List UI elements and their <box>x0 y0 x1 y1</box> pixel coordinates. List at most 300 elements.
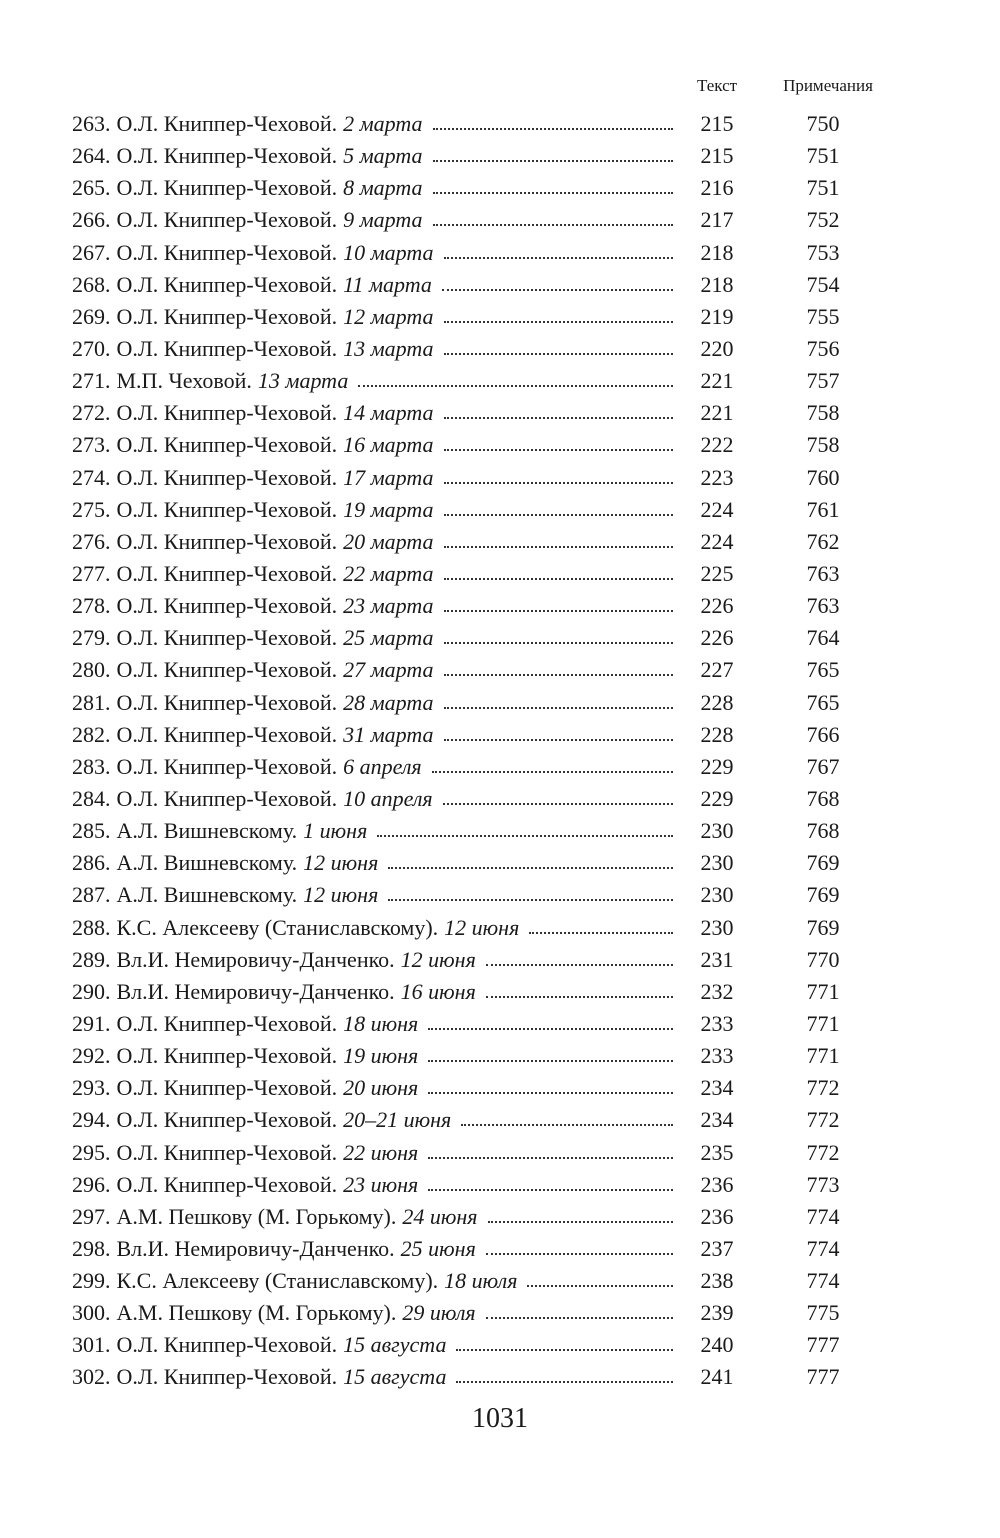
letter-date: 12 июня <box>400 946 476 972</box>
notes-page-number: 765 <box>806 657 840 683</box>
letter-date: 12 июня <box>303 882 379 908</box>
notes-page-number: 750 <box>806 111 840 136</box>
toc-entry <box>0 429 1000 461</box>
toc-entry-label <box>72 108 673 140</box>
letter-recipient: О.Л. Книппер-Чеховой. <box>116 1139 338 1165</box>
letter-recipient: А.Л. Вишневскому. <box>116 850 298 876</box>
toc-entry-label <box>72 687 673 719</box>
letter-recipient: А.Л. Вишневскому. <box>116 818 298 844</box>
text-page-number: 237 <box>700 1235 734 1261</box>
toc-entry-label <box>72 269 673 301</box>
letter-date: 12 марта <box>343 303 434 329</box>
letter-recipient: Вл.И. Немировичу-Данченко. <box>116 1235 395 1261</box>
letter-recipient: О.Л. Книппер-Чеховой. <box>116 400 338 426</box>
notes-page-number: 770 <box>806 946 840 972</box>
notes-page-number: 760 <box>806 464 840 490</box>
text-page-number: 219 <box>700 303 734 329</box>
letter-number: 275. <box>72 496 111 522</box>
toc-entry <box>0 622 1000 654</box>
toc-entry-label <box>72 815 673 847</box>
dot-leader <box>432 751 673 773</box>
dot-leader <box>444 654 673 676</box>
letter-recipient: О.Л. Книппер-Чеховой. <box>116 464 338 490</box>
text-page-number: 239 <box>700 1300 734 1326</box>
text-page-number: 229 <box>700 785 734 811</box>
toc-entry-label <box>72 1104 673 1136</box>
letter-date: 24 июня <box>402 1203 478 1229</box>
letter-number: 282. <box>72 721 111 747</box>
letter-recipient: О.Л. Книппер-Чеховой. <box>116 689 338 715</box>
toc-entry <box>0 269 1000 301</box>
toc-entry <box>0 365 1000 397</box>
dot-leader <box>461 1104 673 1126</box>
dot-leader <box>444 462 673 484</box>
letter-number: 301. <box>72 1332 111 1358</box>
notes-page-number: 771 <box>806 978 840 1004</box>
letter-recipient: К.С. Алексееву (Станиславскому). <box>116 1268 439 1294</box>
toc-entry <box>0 847 1000 879</box>
letter-date: 15 августа <box>343 1364 447 1390</box>
text-page-number: 224 <box>700 496 734 522</box>
letter-date: 13 марта <box>343 335 434 361</box>
letter-date: 18 июля <box>444 1268 518 1294</box>
letter-date: 14 марта <box>343 400 434 426</box>
letter-number: 264. <box>72 143 111 169</box>
letter-date: 2 марта <box>343 111 423 136</box>
text-page-number: 235 <box>700 1139 734 1165</box>
letter-date: 10 марта <box>343 239 434 265</box>
letter-number: 291. <box>72 1010 111 1036</box>
letter-date: 22 июня <box>343 1139 419 1165</box>
notes-page-number: 761 <box>806 496 840 522</box>
text-page-number: 238 <box>700 1268 734 1294</box>
dot-leader <box>444 622 673 644</box>
toc-entry <box>0 1361 1000 1393</box>
text-page-number: 223 <box>700 464 734 490</box>
text-page-number: 225 <box>700 560 734 586</box>
letter-recipient: О.Л. Книппер-Чеховой. <box>116 1364 338 1390</box>
notes-page-number: 753 <box>806 239 840 265</box>
text-page-number: 226 <box>700 593 734 619</box>
letter-recipient: О.Л. Книппер-Чеховой. <box>116 528 338 554</box>
toc-entry-label <box>72 1329 673 1361</box>
letter-number: 285. <box>72 818 111 844</box>
letter-number: 288. <box>72 914 111 940</box>
notes-page-number: 758 <box>806 432 840 458</box>
letter-number: 286. <box>72 850 111 876</box>
notes-page-number: 754 <box>806 271 840 297</box>
text-page-number: 215 <box>700 111 734 136</box>
letter-number: 271. <box>72 368 111 394</box>
toc-entry-label <box>72 879 673 911</box>
dot-leader <box>433 172 673 194</box>
dot-leader <box>456 1361 673 1383</box>
toc-entry-label <box>72 1008 673 1040</box>
letter-date: 11 марта <box>343 271 432 297</box>
letter-number: 296. <box>72 1171 111 1197</box>
letter-number: 266. <box>72 207 111 233</box>
dot-leader <box>444 590 673 612</box>
letter-date: 20 марта <box>343 528 434 554</box>
text-page-number: 216 <box>700 175 734 201</box>
dot-leader <box>428 1040 673 1062</box>
letter-recipient: О.Л. Книппер-Чеховой. <box>116 175 338 201</box>
notes-page-number: 763 <box>806 593 840 619</box>
dot-leader <box>444 301 673 323</box>
letter-date: 20 июня <box>343 1075 419 1101</box>
text-page-number: 221 <box>700 368 734 394</box>
toc-entry-label <box>72 622 673 654</box>
notes-page-number: 774 <box>806 1235 840 1261</box>
notes-page-number: 751 <box>806 143 840 169</box>
letter-date: 19 июня <box>343 1043 419 1069</box>
text-page-number: 240 <box>700 1332 734 1358</box>
letter-recipient: О.Л. Книппер-Чеховой. <box>116 1171 338 1197</box>
text-page-number: 230 <box>700 882 734 908</box>
dot-leader <box>433 140 673 162</box>
letter-date: 23 июня <box>343 1171 419 1197</box>
notes-page-number: 769 <box>806 882 840 908</box>
toc-entry <box>0 751 1000 783</box>
notes-page-number: 771 <box>806 1043 840 1069</box>
letter-date: 18 июня <box>343 1010 419 1036</box>
dot-leader <box>388 847 673 869</box>
toc-entry <box>0 1233 1000 1265</box>
dot-leader <box>486 944 673 966</box>
toc-entry-label <box>72 783 673 815</box>
toc-entry <box>0 237 1000 269</box>
text-page-number: 233 <box>700 1010 734 1036</box>
letter-recipient: О.Л. Книппер-Чеховой. <box>116 625 338 651</box>
dot-leader <box>444 237 673 259</box>
letter-date: 25 июня <box>400 1235 476 1261</box>
toc-entry-label <box>72 140 673 172</box>
text-page-number: 232 <box>700 978 734 1004</box>
toc-entry-label <box>72 204 673 236</box>
dot-leader <box>486 976 673 998</box>
letter-date: 5 марта <box>343 143 423 169</box>
letter-number: 268. <box>72 271 111 297</box>
text-page-number: 228 <box>700 689 734 715</box>
toc-entry-label <box>72 590 673 622</box>
notes-page-number: 773 <box>806 1171 840 1197</box>
text-page-number: 221 <box>700 400 734 426</box>
notes-page-number: 774 <box>806 1268 840 1294</box>
notes-page-number: 771 <box>806 1010 840 1036</box>
toc-entry-label <box>72 944 673 976</box>
letter-number: 295. <box>72 1139 111 1165</box>
notes-page-number: 766 <box>806 721 840 747</box>
dot-leader <box>443 783 673 805</box>
letter-number: 287. <box>72 882 111 908</box>
letter-number: 290. <box>72 978 111 1004</box>
toc-entry-label <box>72 494 673 526</box>
text-page-number: 222 <box>700 432 734 458</box>
text-page-number: 233 <box>700 1043 734 1069</box>
toc-entry-label <box>72 1137 673 1169</box>
letter-recipient: Вл.И. Немировичу-Данченко. <box>116 946 395 972</box>
toc-entry-label <box>72 333 673 365</box>
text-page-number: 217 <box>700 207 734 233</box>
letter-date: 20–21 июня <box>343 1107 452 1133</box>
toc-entry <box>0 1072 1000 1104</box>
letter-number: 294. <box>72 1107 111 1133</box>
toc-entry <box>0 140 1000 172</box>
notes-page-number: 769 <box>806 850 840 876</box>
toc-entry-label <box>72 847 673 879</box>
toc-entry <box>0 879 1000 911</box>
letter-date: 1 июня <box>303 818 368 844</box>
letter-number: 265. <box>72 175 111 201</box>
notes-page-number: 775 <box>806 1300 840 1326</box>
notes-page-number: 768 <box>806 818 840 844</box>
letter-recipient: О.Л. Книппер-Чеховой. <box>116 560 338 586</box>
dot-leader <box>444 558 673 580</box>
toc-entry-label <box>72 1297 673 1329</box>
toc-entry-label <box>72 1169 673 1201</box>
toc-entry <box>0 526 1000 558</box>
toc-entry-label <box>72 558 673 590</box>
dot-leader <box>428 1008 673 1030</box>
text-page-number: 218 <box>700 271 734 297</box>
text-page-number: 226 <box>700 625 734 651</box>
column-header-text: Текст <box>696 76 738 95</box>
letter-number: 299. <box>72 1268 111 1294</box>
notes-page-number: 758 <box>806 400 840 426</box>
dot-leader <box>456 1329 673 1351</box>
letter-recipient: О.Л. Книппер-Чеховой. <box>116 785 338 811</box>
letter-number: 281. <box>72 689 111 715</box>
letter-recipient: А.Л. Вишневскому. <box>116 882 298 908</box>
text-page-number: 224 <box>700 528 734 554</box>
notes-page-number: 756 <box>806 335 840 361</box>
letter-number: 279. <box>72 625 111 651</box>
letter-date: 12 июня <box>303 850 379 876</box>
toc-entry <box>0 815 1000 847</box>
letter-number: 269. <box>72 303 111 329</box>
toc-entry <box>0 1040 1000 1072</box>
toc-entry <box>0 1169 1000 1201</box>
letter-date: 12 июня <box>444 914 520 940</box>
dot-leader <box>527 1265 673 1287</box>
text-page-number: 228 <box>700 721 734 747</box>
toc-entry <box>0 172 1000 204</box>
dot-leader <box>444 429 673 451</box>
text-page-number: 231 <box>700 946 734 972</box>
notes-page-number: 772 <box>806 1139 840 1165</box>
notes-page-number: 774 <box>806 1203 840 1229</box>
notes-page-number: 751 <box>806 175 840 201</box>
letter-date: 28 марта <box>343 689 434 715</box>
letter-date: 31 марта <box>343 721 434 747</box>
text-page-number: 230 <box>700 818 734 844</box>
letter-number: 274. <box>72 464 111 490</box>
letter-date: 25 марта <box>343 625 434 651</box>
text-page-number: 236 <box>700 1171 734 1197</box>
page-number: 1031 <box>472 1403 528 1434</box>
dot-leader <box>442 269 673 291</box>
letter-recipient: О.Л. Книппер-Чеховой. <box>116 239 338 265</box>
notes-page-number: 767 <box>806 753 840 779</box>
toc-entry-label <box>72 1040 673 1072</box>
letter-recipient: О.Л. Книппер-Чеховой. <box>116 1075 338 1101</box>
text-page-number: 234 <box>700 1075 734 1101</box>
notes-page-number: 763 <box>806 560 840 586</box>
dot-leader <box>444 719 673 741</box>
dot-leader <box>444 397 673 419</box>
letter-recipient: О.Л. Книппер-Чеховой. <box>116 432 338 458</box>
dot-leader <box>486 1233 673 1255</box>
toc-entry-label <box>72 1361 673 1393</box>
letter-date: 23 марта <box>343 593 434 619</box>
dot-leader <box>444 687 673 709</box>
notes-page-number: 757 <box>806 368 840 394</box>
text-page-number: 241 <box>700 1364 734 1390</box>
toc-entry <box>0 1201 1000 1233</box>
dot-leader <box>486 1297 673 1319</box>
letter-recipient: О.Л. Книппер-Чеховой. <box>116 111 338 136</box>
letter-date: 9 марта <box>343 207 423 233</box>
text-page-number: 234 <box>700 1107 734 1133</box>
letter-number: 280. <box>72 657 111 683</box>
letter-date: 8 марта <box>343 175 423 201</box>
letter-recipient: О.Л. Книппер-Чеховой. <box>116 1043 338 1069</box>
toc-entry-label <box>72 1233 673 1265</box>
toc-entry-label <box>72 365 673 397</box>
letter-date: 17 марта <box>343 464 434 490</box>
letter-number: 300. <box>72 1300 111 1326</box>
notes-page-number: 765 <box>806 689 840 715</box>
toc-entry-label <box>72 237 673 269</box>
toc-entry <box>0 590 1000 622</box>
dot-leader <box>428 1137 673 1159</box>
notes-page-number: 772 <box>806 1107 840 1133</box>
dot-leader <box>377 815 673 837</box>
dot-leader <box>433 204 673 226</box>
table-of-contents <box>0 108 1000 1394</box>
letter-date: 19 марта <box>343 496 434 522</box>
letter-recipient: А.М. Пешкову (М. Горькому). <box>116 1203 397 1229</box>
letter-number: 297. <box>72 1203 111 1229</box>
text-page-number: 227 <box>700 657 734 683</box>
toc-entry <box>0 654 1000 686</box>
toc-entry-label <box>72 397 673 429</box>
letter-number: 273. <box>72 432 111 458</box>
notes-page-number: 755 <box>806 303 840 329</box>
letter-number: 289. <box>72 946 111 972</box>
toc-entry-label <box>72 429 673 461</box>
toc-entry <box>0 1008 1000 1040</box>
notes-page-number: 772 <box>806 1075 840 1101</box>
letter-recipient: М.П. Чеховой. <box>116 368 252 394</box>
toc-entry-label <box>72 301 673 333</box>
letter-date: 16 июня <box>400 978 476 1004</box>
text-page-number: 230 <box>700 850 734 876</box>
letter-recipient: О.Л. Книппер-Чеховой. <box>116 1107 338 1133</box>
text-page-number: 229 <box>700 753 734 779</box>
dot-leader <box>444 333 673 355</box>
letter-recipient: О.Л. Книппер-Чеховой. <box>116 335 338 361</box>
letter-recipient: О.Л. Книппер-Чеховой. <box>116 1010 338 1036</box>
letter-date: 29 июля <box>402 1300 476 1326</box>
dot-leader <box>428 1072 673 1094</box>
letter-date: 6 апреля <box>343 753 422 779</box>
toc-entry <box>0 397 1000 429</box>
notes-page-number: 768 <box>806 785 840 811</box>
letter-number: 263. <box>72 111 111 136</box>
letter-recipient: О.Л. Книппер-Чеховой. <box>116 207 338 233</box>
letter-recipient: О.Л. Книппер-Чеховой. <box>116 303 338 329</box>
toc-entry <box>0 1265 1000 1297</box>
text-page-number: 230 <box>700 914 734 940</box>
column-header-notes: Примечания <box>783 76 873 95</box>
dot-leader <box>428 1169 673 1191</box>
toc-entry <box>0 944 1000 976</box>
letter-number: 267. <box>72 239 111 265</box>
letter-number: 276. <box>72 528 111 554</box>
column-headers <box>0 76 1000 98</box>
toc-entry <box>0 912 1000 944</box>
letter-recipient: О.Л. Книппер-Чеховой. <box>116 593 338 619</box>
toc-entry <box>0 204 1000 236</box>
toc-entry-label <box>72 719 673 751</box>
letter-recipient: О.Л. Книппер-Чеховой. <box>116 721 338 747</box>
letter-number: 293. <box>72 1075 111 1101</box>
toc-entry <box>0 108 1000 140</box>
letter-number: 302. <box>72 1364 111 1390</box>
toc-entry <box>0 1329 1000 1361</box>
dot-leader <box>433 108 673 130</box>
letter-date: 15 августа <box>343 1332 447 1358</box>
toc-entry <box>0 1137 1000 1169</box>
letter-number: 278. <box>72 593 111 619</box>
dot-leader <box>388 879 673 901</box>
toc-entry <box>0 783 1000 815</box>
notes-page-number: 764 <box>806 625 840 651</box>
letter-recipient: О.Л. Книппер-Чеховой. <box>116 753 338 779</box>
letter-number: 298. <box>72 1235 111 1261</box>
letter-date: 16 марта <box>343 432 434 458</box>
letter-date: 22 марта <box>343 560 434 586</box>
notes-page-number: 769 <box>806 914 840 940</box>
dot-leader <box>444 526 673 548</box>
letter-number: 284. <box>72 785 111 811</box>
toc-entry <box>0 558 1000 590</box>
letter-recipient: Вл.И. Немировичу-Данченко. <box>116 978 395 1004</box>
letter-number: 283. <box>72 753 111 779</box>
notes-page-number: 752 <box>806 207 840 233</box>
toc-entry <box>0 301 1000 333</box>
letter-number: 272. <box>72 400 111 426</box>
letter-number: 292. <box>72 1043 111 1069</box>
toc-entry-label <box>72 1201 673 1233</box>
toc-entry <box>0 1297 1000 1329</box>
letter-recipient: А.М. Пешкову (М. Горькому). <box>116 1300 397 1326</box>
letter-date: 13 марта <box>257 368 349 394</box>
toc-entry-label <box>72 526 673 558</box>
letter-recipient: О.Л. Книппер-Чеховой. <box>116 271 338 297</box>
dot-leader <box>488 1201 673 1223</box>
letter-date: 27 марта <box>343 657 434 683</box>
text-page-number: 220 <box>700 335 734 361</box>
toc-entry <box>0 1104 1000 1136</box>
toc-entry-label <box>72 1072 673 1104</box>
letter-number: 270. <box>72 335 111 361</box>
toc-entry-label <box>72 751 673 783</box>
toc-entry-label <box>72 462 673 494</box>
toc-entry-label <box>72 654 673 686</box>
dot-leader <box>358 365 673 387</box>
